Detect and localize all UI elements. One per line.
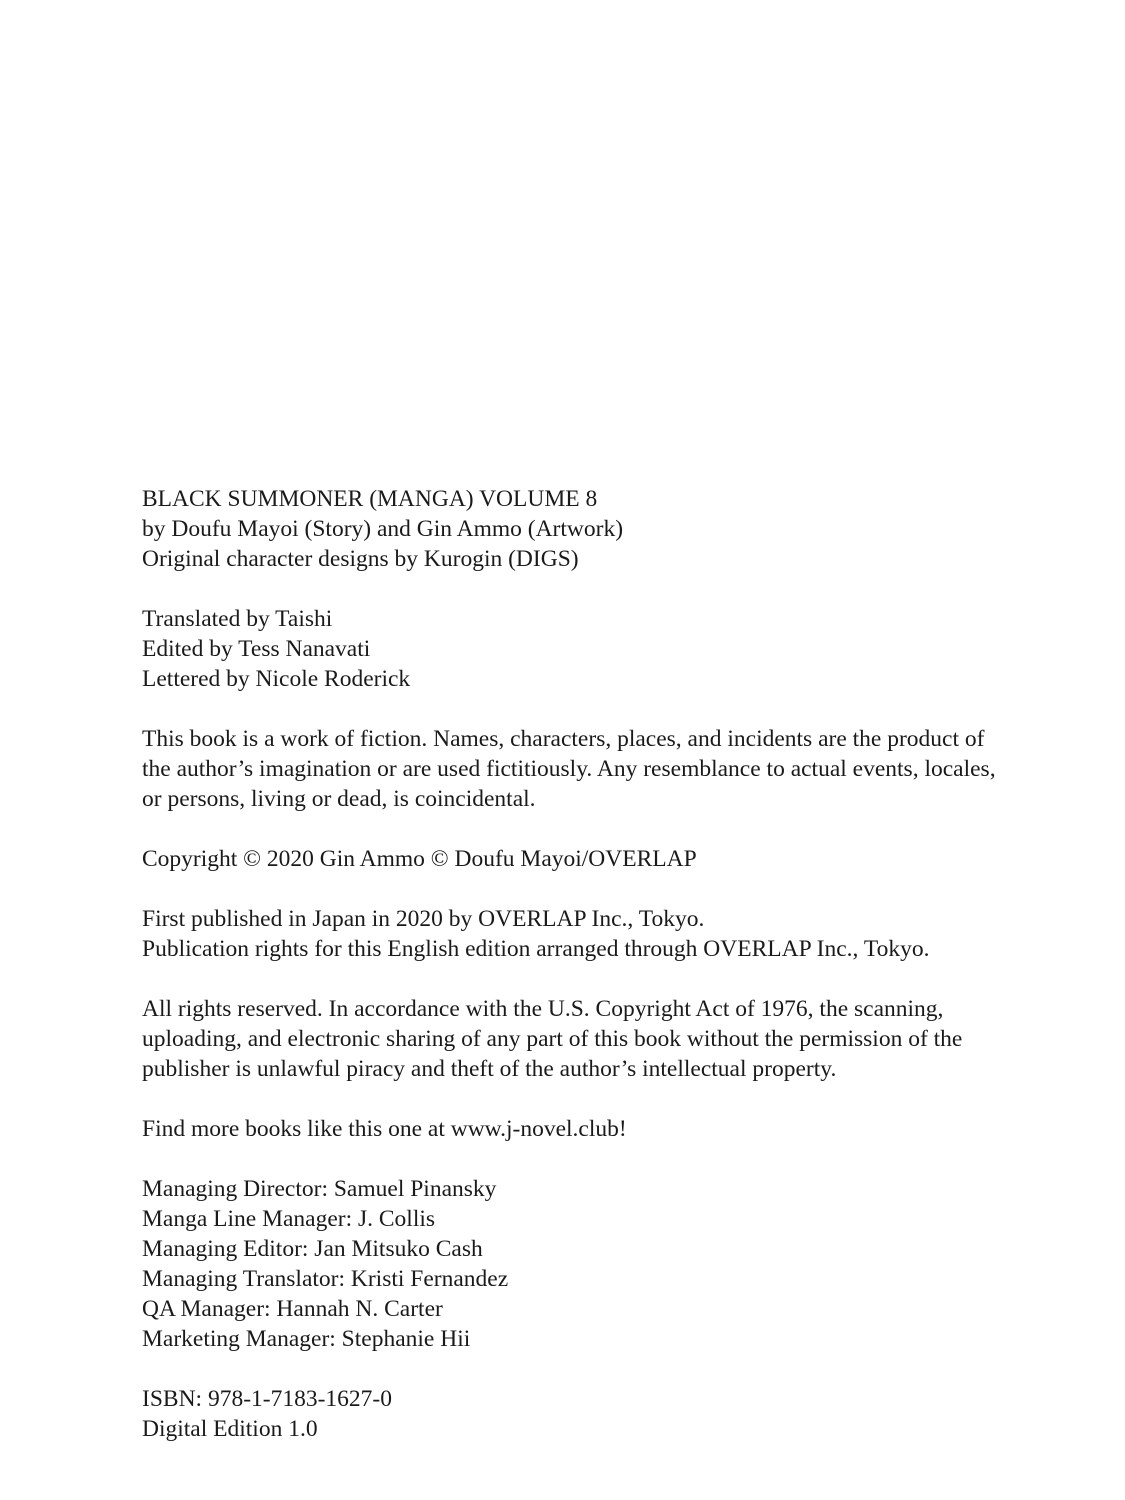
fiction-notice — [142, 724, 1062, 814]
rights-notice-line: uploading, and electronic sharing of any part of this book without the permission of the — [142, 1026, 963, 1052]
isbn-line: ISBN: 978-1-7183-1627-0 — [142, 1386, 392, 1412]
authors-line: by Doufu Mayoi (Story) and Gin Ammo (Artwork) — [142, 516, 624, 542]
title-block — [142, 484, 1062, 574]
management-line: Managing Director: Samuel Pinansky — [142, 1176, 497, 1202]
copyright-block — [142, 844, 1062, 874]
rights-notice — [142, 994, 1062, 1084]
management-line: Marketing Manager: Stephanie Hii — [142, 1326, 471, 1352]
management-line: Managing Translator: Kristi Fernandez — [142, 1266, 509, 1292]
edition-block — [142, 1384, 1062, 1444]
translator-line: Translated by Taishi — [142, 606, 333, 632]
management-line: Managing Editor: Jan Mitsuko Cash — [142, 1236, 483, 1262]
fiction-notice-line: the author’s imagination or are used fictitiously. Any resemblance to actual events, locales, — [142, 756, 996, 782]
rights-notice-line: All rights reserved. In accordance with the U.S. Copyright Act of 1976, the scanning, — [142, 996, 944, 1022]
staff-block — [142, 604, 1062, 694]
fiction-notice-line: This book is a work of fiction. Names, characters, places, and incidents are the product of — [142, 726, 985, 752]
find-more-line: Find more books like this one at www.j-novel.club! — [142, 1116, 627, 1142]
credits-text — [142, 484, 1062, 1444]
fiction-notice-line: or persons, living or dead, is coincidental. — [142, 786, 536, 812]
publication-block — [142, 904, 1062, 964]
editor-line: Edited by Tess Nanavati — [142, 636, 371, 662]
book-title: BLACK SUMMONER (MANGA) VOLUME 8 — [142, 486, 598, 512]
copyright-line: Copyright © 2020 Gin Ammo © Doufu Mayoi/OVERLAP — [142, 846, 697, 872]
letterer-line: Lettered by Nicole Roderick — [142, 666, 411, 692]
character-designs-line: Original character designs by Kurogin (DIGS) — [142, 546, 579, 572]
edition-version-line: Digital Edition 1.0 — [142, 1416, 318, 1442]
management-line: QA Manager: Hannah N. Carter — [142, 1296, 443, 1322]
management-block — [142, 1174, 1062, 1354]
find-more-block — [142, 1114, 1062, 1144]
publication-line: First published in Japan in 2020 by OVERLAP Inc., Tokyo. — [142, 906, 705, 932]
publication-line: Publication rights for this English edition arranged through OVERLAP Inc., Tokyo. — [142, 936, 930, 962]
rights-notice-line: publisher is unlawful piracy and theft of the author’s intellectual property. — [142, 1056, 837, 1082]
management-line: Manga Line Manager: J. Collis — [142, 1206, 436, 1232]
